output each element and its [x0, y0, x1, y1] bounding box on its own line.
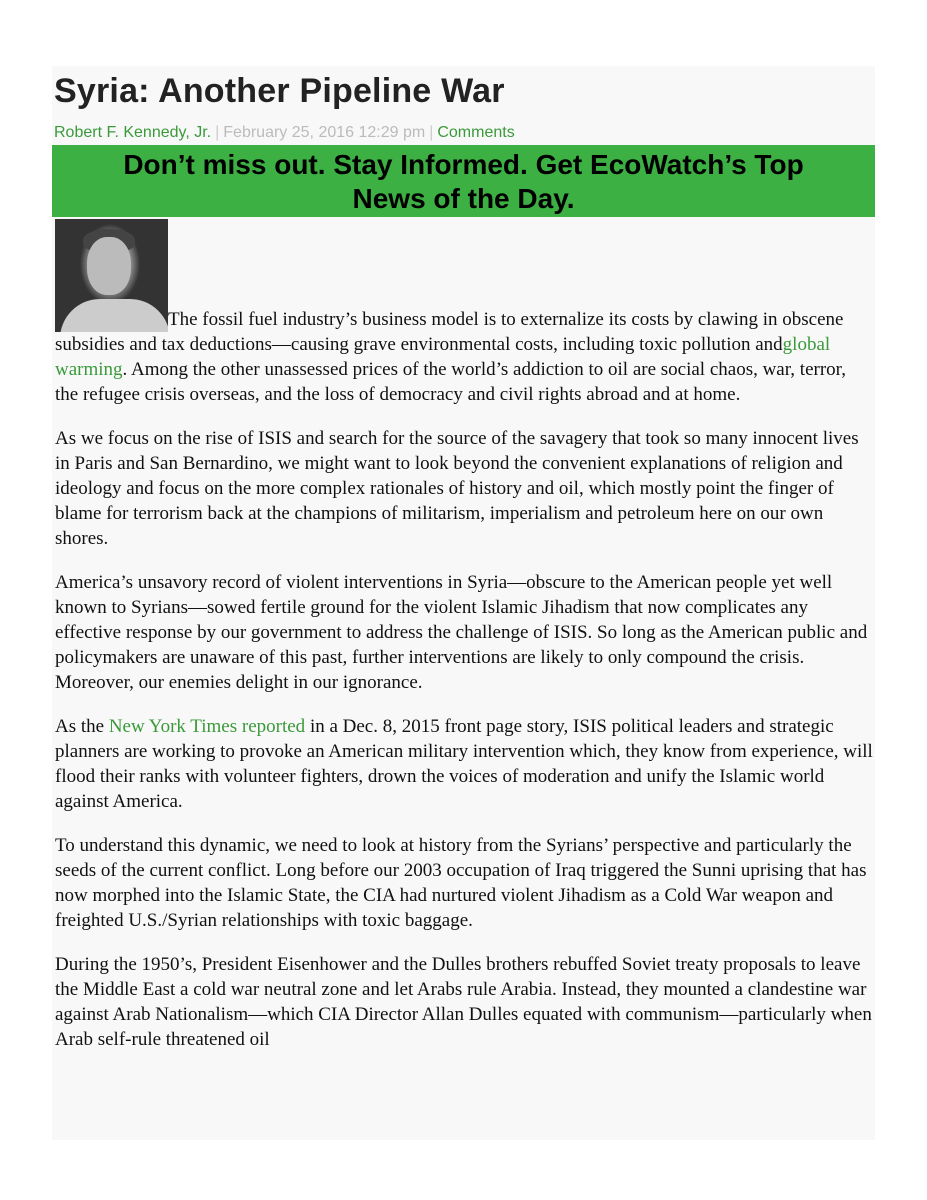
paragraph: To understand this dynamic, we need to look at history from the Syrians’ perspective and particularly the seeds of the current conflict. Long before our 2003 occupation of Iraq triggered the Sunni uprising that has now morphed into the Islamic State, the CIA had nurtured violent Jihadism as a Cold War weapon and freighted U.S./Syrian relationships with toxic baggage. — [55, 835, 867, 931]
banner-line: Don’t miss out. Stay Informed. Get EcoWatch’s Top — [123, 149, 804, 180]
comments-link[interactable]: Comments — [437, 124, 515, 141]
banner-line: News of the Day. — [352, 183, 575, 214]
paragraph: During the 1950’s, President Eisenhower and the Dulles brothers rebuffed Soviet treaty proposals to leave the Middle East a cold war neutral zone and let Arabs rule Arabia. Instead, they mounted a clandestine war against Arab Nationalism—which CIA Director Allan Dulles equated with communism—particularly when Arab self-rule threatened oil — [55, 954, 872, 1050]
publish-date: February 25, 2016 12:29 pm — [223, 124, 426, 141]
article-page — [52, 66, 875, 1140]
separator: | — [215, 124, 220, 141]
global-warming-link[interactable]: global warming — [55, 334, 831, 380]
separator: | — [429, 124, 434, 141]
byline — [54, 124, 515, 142]
newsletter-banner[interactable] — [52, 145, 875, 217]
article-body — [55, 219, 873, 1071]
paragraph: As we focus on the rise of ISIS and search for the source of the savagery that took so many innocent lives in Paris and San Bernardino, we might want to look beyond the convenient explanations of religion and ideology and focus on the more complex rationales of history and oil, which mostly point the finger of blame for terrorism back at the champions of militarism, imperialism and petroleum here on our own shores. — [55, 428, 859, 549]
article-title: Syria: Another Pipeline War — [54, 72, 505, 110]
paragraph: As the New York Times reported in a Dec. 8, 2015 front page story, ISIS political leaders and strategic planners are working to provoke an American military intervention which, they know from experience, will flood their ranks with volunteer fighters, drown the voices of moderation and unify the Islamic world against America. — [55, 716, 873, 812]
author-link[interactable]: Robert F. Kennedy, Jr. — [54, 124, 212, 141]
paragraph: The fossil fuel industry’s business model is to externalize its costs by clawing in obscene subsidies and tax deductions—causing grave environmental costs, including toxic pollution andglobal warming. Among the other unassessed prices of the world’s addiction to oil are social chaos, war, terror, the refugee crisis overseas, and the loss of democracy and civil rights abroad and at home. — [55, 309, 846, 405]
nyt-link[interactable]: New York Times reported — [108, 716, 306, 737]
author-photo — [55, 219, 168, 332]
paragraph: America’s unsavory record of violent interventions in Syria—obscure to the American people yet well known to Syrians—sowed fertile ground for the violent Islamic Jihadism that now complicates any effective response by our government to address the challenge of ISIS. So long as the American public and policymakers are unaware of this past, further interventions are likely to only compound the crisis. Moreover, our enemies delight in our ignorance. — [55, 572, 868, 693]
